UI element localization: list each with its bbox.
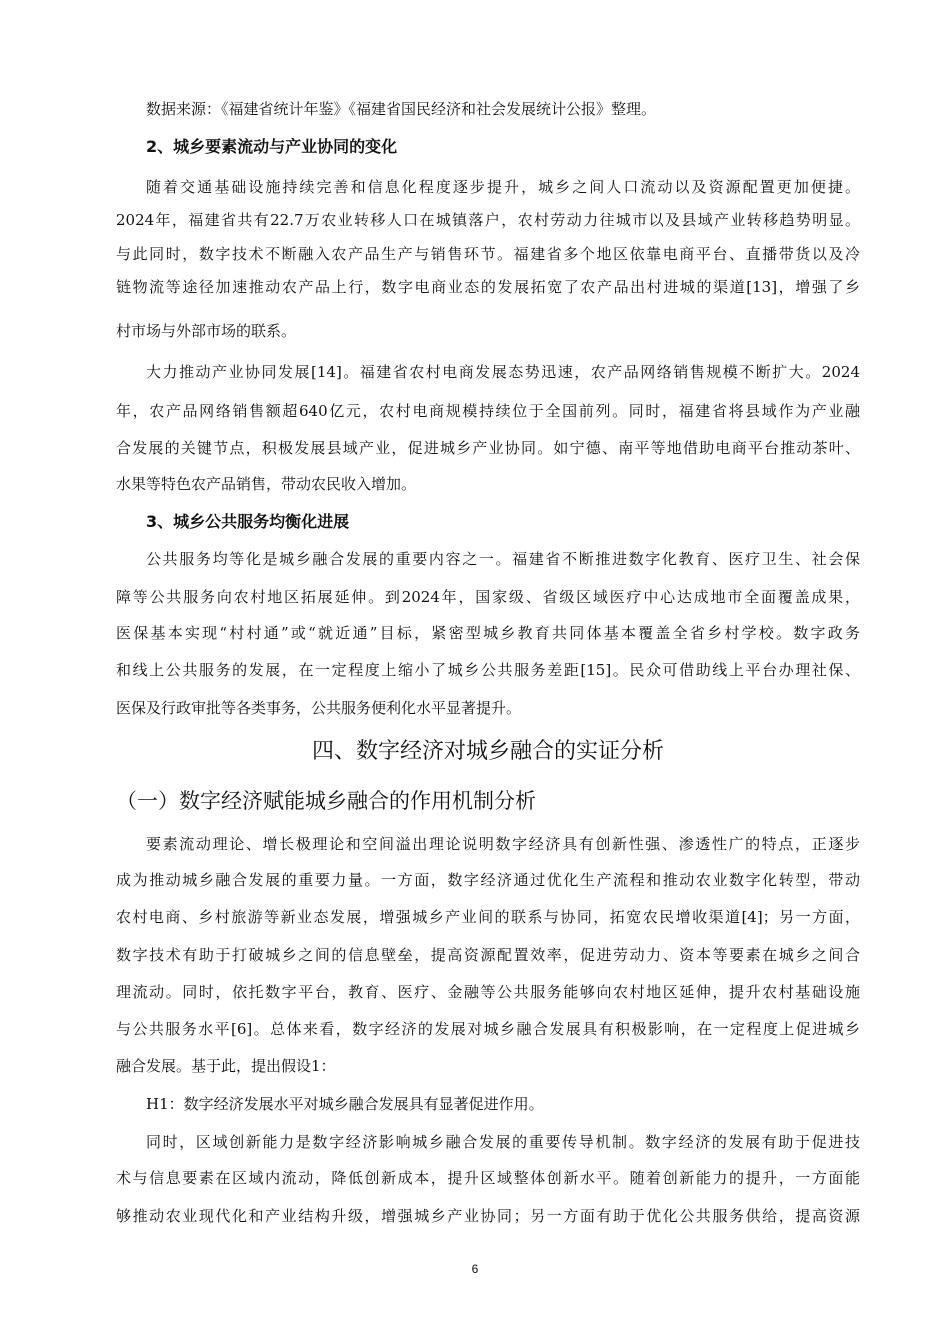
paragraph-line: 障等公共服务向农村地区拓展延伸。到2024年，国家级、省级区域医疗中心达成地市全面覆盖成果， xyxy=(116,588,860,606)
paragraph-line: 术与信息要素在区域内流动，降低创新成本，提升区域整体创新水平。随着创新能力的提升，一方面能 xyxy=(116,1169,860,1187)
paragraph-line: 够推动农业现代化和产业结构升级，增强城乡产业协同；另一方面有助于优化公共服务供给，提高资源 xyxy=(116,1207,860,1225)
section-heading-3: 3、城乡公共服务均衡化进展 xyxy=(146,512,350,531)
paragraph-line: 融合发展。基于此，提出假设1： xyxy=(116,1057,336,1075)
chapter-title: 四、数字经济对城乡融合的实证分析 xyxy=(311,739,664,764)
paragraph-line: 数字技术有助于打破城乡之间的信息壁垒，提高资源配置效率，促进劳动力、资本等要素在城乡之间合 xyxy=(116,946,860,964)
paragraph-line: 与公共服务水平[6]。总体来看，数字经济的发展对城乡融合发展具有积极影响，在一定程度上促进城乡 xyxy=(116,1020,860,1038)
paragraph-line: 年，农产品网络销售额超640亿元，农村电商规模持续位于全国前列。同时，福建省将县域作为产业融 xyxy=(116,402,860,420)
paragraph-line: 水果等特色农产品销售，带动农民收入增加。 xyxy=(116,475,417,493)
paragraph-line: 大力推动产业协同发展[14]。福建省农村电商发展态势迅速，农产品网络销售规模不断扩大。2024 xyxy=(146,363,860,381)
paragraph-line: 2024年，福建省共有22.7万农业转移人口在城镇落户，农村劳动力往城市以及县域产业转移趋势明显。 xyxy=(116,211,860,229)
paragraph-line: 农村电商、乡村旅游等新业态发展，增强城乡产业间的联系与协同，拓宽农民增收渠道[4]；另一方面， xyxy=(116,908,860,926)
paragraph-line: 医保基本实现“村村通”或“就近通”目标，紧密型城乡教育共同体基本覆盖全省乡村学校。数字政务 xyxy=(116,624,860,642)
paragraph-line: 村市场与外部市场的联系。 xyxy=(116,322,297,340)
hypothesis-h1: H1：数字经济发展水平对城乡融合发展具有显著促进作用。 xyxy=(146,1095,544,1113)
paragraph-line: 同时，区域创新能力是数字经济影响城乡融合发展的重要传导机制。数字经济的发展有助于促进技 xyxy=(146,1133,860,1151)
paragraph-line: 成为推动城乡融合发展的重要力量。一方面，数字经济通过优化生产流程和推动农业数字化转型，带动 xyxy=(116,871,860,889)
section-heading-2: 2、城乡要素流动与产业协同的变化 xyxy=(146,137,398,156)
paragraph-line: 和线上公共服务的发展，在一定程度上缩小了城乡公共服务差距[15]。民众可借助线上平台办理社保、 xyxy=(116,661,860,679)
paragraph-line: 合发展的关键节点，积极发展县域产业，促进城乡产业协同。如宁德、南平等地借助电商平台推动茶叶、 xyxy=(116,439,860,457)
page-number: 6 xyxy=(471,1262,479,1276)
paragraph-line: 理流动。同时，依托数字平台，教育、医疗、金融等公共服务能够向农村地区延伸，提升农村基础设施 xyxy=(116,983,860,1001)
paragraph-line: 公共服务均等化是城乡融合发展的重要内容之一。福建省不断推进数字化教育、医疗卫生、社会保 xyxy=(146,550,860,568)
paragraph-line: 链物流等途径加速推动农产品上行，数字电商业态的发展拓宽了农产品出村进城的渠道[13]，增强了乡 xyxy=(116,278,860,296)
source-note: 数据来源：《福建省统计年鉴》《福建省国民经济和社会发展统计公报》整理。 xyxy=(146,100,657,118)
section-heading-4-1: （一）数字经济赋能城乡融合的作用机制分析 xyxy=(116,789,536,813)
paragraph-line: 与此同时，数字技术不断融入农产品生产与销售环节。福建省多个地区依靠电商平台、直播带货以及冷 xyxy=(116,245,860,263)
paragraph-line: 随着交通基础设施持续完善和信息化程度逐步提升，城乡之间人口流动以及资源配置更加便捷。 xyxy=(146,178,860,196)
paragraph-line: 要素流动理论、增长极理论和空间溢出理论说明数字经济具有创新性强、渗透性广的特点，正逐步 xyxy=(146,835,860,853)
paragraph-line: 医保及行政审批等各类事务，公共服务便利化水平显著提升。 xyxy=(116,699,522,717)
